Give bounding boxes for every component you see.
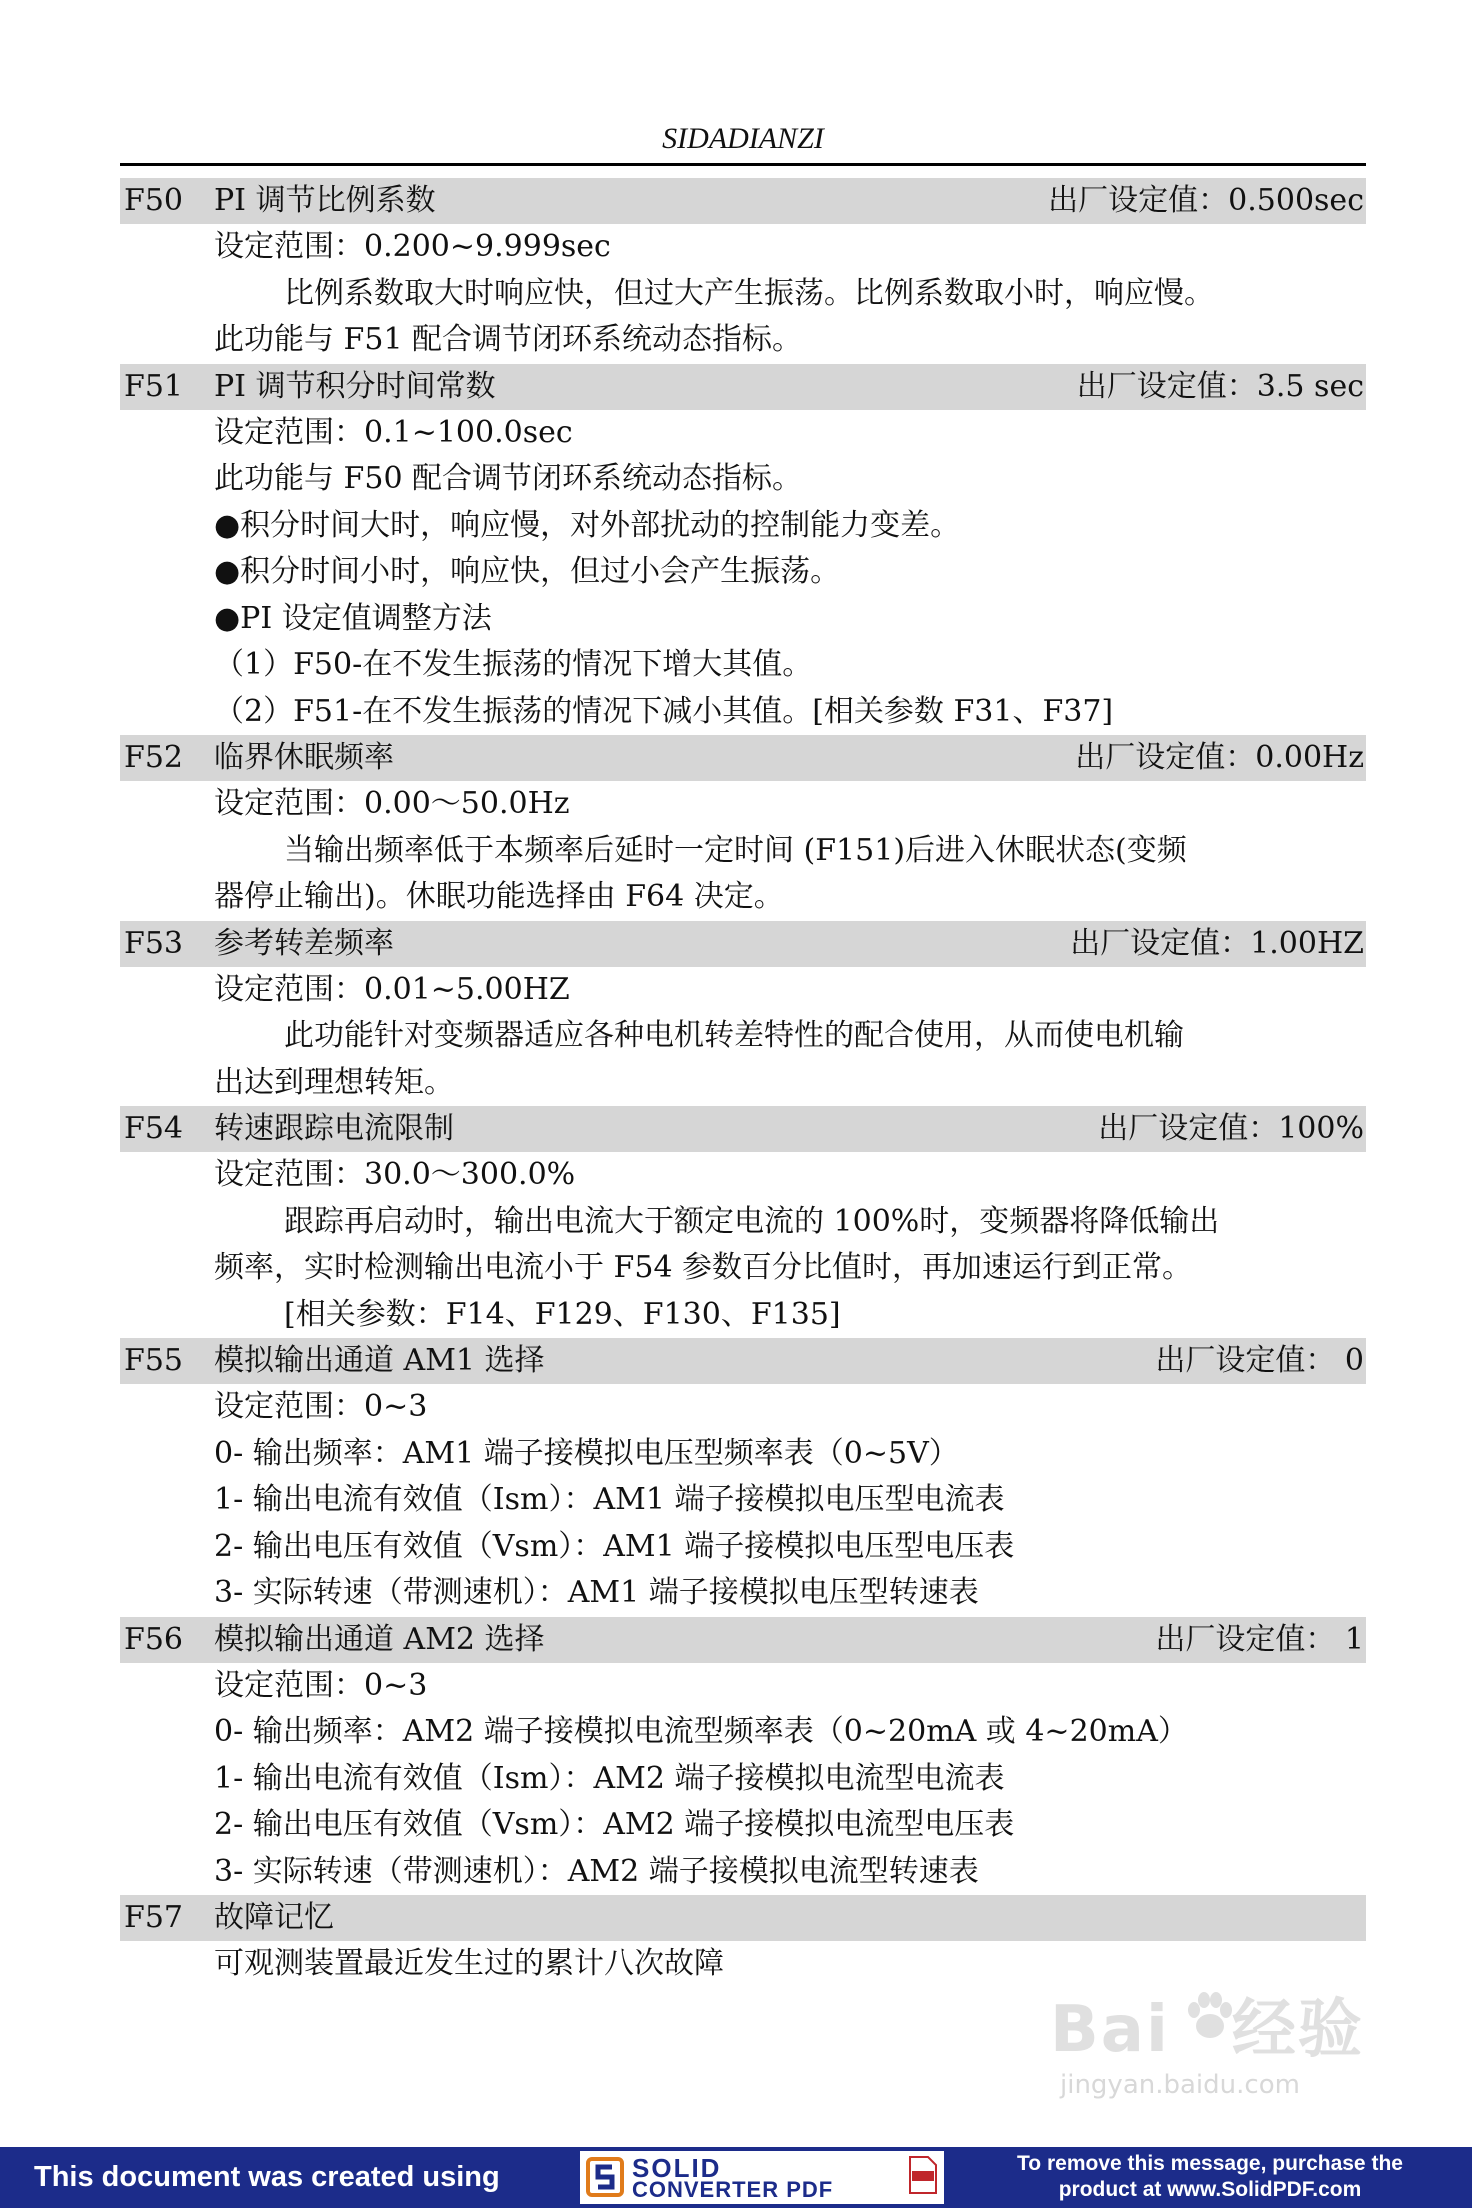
footer-purchase-line-2: product at www.SolidPDF.com bbox=[1058, 2178, 1362, 2201]
param-code: F52 bbox=[124, 740, 183, 775]
param-default-value: 出厂设定值：100% bbox=[1098, 1111, 1364, 1146]
param-code: F57 bbox=[124, 1900, 183, 1935]
param-description-line: （2）F51-在不发生振荡的情况下减小其值。[相关参数 F31、F37] bbox=[214, 693, 1114, 729]
header-rule bbox=[120, 163, 1366, 166]
param-description-line: 3- 实际转速（带测速机）：AM1 端子接模拟电压型转速表 bbox=[214, 1575, 979, 1610]
param-description-line: 1- 输出电流有效值（Ism）：AM1 端子接模拟电压型电流表 bbox=[214, 1482, 1005, 1517]
param-description-line: ●PI 设定值调整方法 bbox=[214, 600, 492, 636]
param-name: PI 调节比例系数 bbox=[214, 183, 436, 218]
footer-created-text: This document was created using bbox=[34, 2161, 500, 2193]
param-description-line: ●积分时间小时，响应快，但过小会产生振荡。 bbox=[214, 554, 841, 589]
footer-purchase-message[interactable] bbox=[960, 2151, 1460, 2203]
logo-line-2: CONVERTER PDF bbox=[632, 2177, 834, 2202]
param-description-line: 此功能与 F51 配合调节闭环系统动态指标。 bbox=[214, 322, 803, 357]
param-description-line: 可观测装置最近发生过的累计八次故障 bbox=[214, 1946, 724, 1981]
param-description-line: 设定范围：0.00～50.0Hz bbox=[214, 786, 570, 821]
param-header-f50 bbox=[120, 178, 1366, 224]
param-name: 转速跟踪电流限制 bbox=[214, 1111, 454, 1146]
param-default-value: 出厂设定值：3.5 sec bbox=[1076, 368, 1364, 404]
solid-converter-logo[interactable] bbox=[580, 2151, 944, 2204]
param-header-f55 bbox=[120, 1338, 1366, 1384]
param-description-line: [相关参数：F14、F129、F130、F135] bbox=[284, 1296, 841, 1332]
param-header-f57 bbox=[120, 1895, 1366, 1941]
param-name: 模拟输出通道 AM1 选择 bbox=[214, 1343, 545, 1378]
param-description-line: 设定范围：0~3 bbox=[214, 1389, 428, 1424]
solid-converter-footer bbox=[0, 2147, 1472, 2208]
footer-purchase-line-1: To remove this message, purchase the bbox=[1017, 2152, 1403, 2175]
param-default-value: 出厂设定值：0.00Hz bbox=[1075, 740, 1364, 775]
param-description-line: 0- 输出频率：AM2 端子接模拟电流型频率表（0~20mA 或 4~20mA） bbox=[214, 1714, 1188, 1749]
param-description-line: 1- 输出电流有效值（Ism）：AM2 端子接模拟电流型电流表 bbox=[214, 1760, 1005, 1796]
param-code: F54 bbox=[124, 1111, 183, 1146]
param-name: 临界休眠频率 bbox=[214, 740, 394, 775]
param-default-value: 出厂设定值：1.00HZ bbox=[1070, 925, 1364, 961]
param-description-line: 设定范围：0.1~100.0sec bbox=[214, 414, 573, 450]
param-description-line: 频率，实时检测输出电流小于 F54 参数百分比值时，再加速运行到正常。 bbox=[214, 1250, 1193, 1285]
param-description-line: 2- 输出电压有效值（Vsm）：AM2 端子接模拟电流型电压表 bbox=[214, 1807, 1015, 1842]
param-header-f53 bbox=[120, 921, 1366, 967]
watermark-url: jingyan.baidu.com bbox=[1060, 2070, 1300, 2100]
param-name: 模拟输出通道 AM2 选择 bbox=[214, 1621, 545, 1657]
param-description-line: 此功能与 F50 配合调节闭环系统动态指标。 bbox=[214, 461, 803, 496]
param-code: F51 bbox=[124, 368, 183, 404]
param-description-line: 设定范围：0~3 bbox=[214, 1667, 428, 1703]
param-description-line: 0- 输出频率：AM1 端子接模拟电压型频率表（0~5V） bbox=[214, 1435, 959, 1471]
param-header-f51 bbox=[120, 364, 1366, 410]
solid-converter-mark-icon bbox=[586, 2157, 624, 2197]
param-description-line: ●积分时间大时，响应慢，对外部扰动的控制能力变差。 bbox=[214, 507, 961, 543]
param-description-line: 设定范围：0.200~9.999sec bbox=[214, 229, 611, 264]
param-description-line: 比例系数取大时响应快，但过大产生振荡。比例系数取小时，响应慢。 bbox=[284, 275, 1214, 311]
param-description-line: 此功能针对变频器适应各种电机转差特性的配合使用，从而使电机输 bbox=[284, 1018, 1184, 1053]
pdf-file-icon bbox=[908, 2155, 938, 2195]
param-default-value: 出厂设定值：0.500sec bbox=[1048, 183, 1364, 218]
param-description-line: （1）F50-在不发生振荡的情况下增大其值。 bbox=[214, 647, 813, 682]
param-description-line: 设定范围：30.0～300.0% bbox=[214, 1157, 576, 1192]
param-name: 参考转差频率 bbox=[214, 925, 394, 961]
param-code: F50 bbox=[124, 183, 183, 218]
param-name: 故障记忆 bbox=[214, 1900, 334, 1935]
param-header-f52 bbox=[120, 735, 1366, 781]
param-description-line: 器停止输出)。休眠功能选择由 F64 决定。 bbox=[214, 879, 784, 914]
param-default-value: 出厂设定值： 1 bbox=[1155, 1621, 1364, 1657]
param-name: PI 调节积分时间常数 bbox=[214, 368, 496, 404]
watermark-brand: Bai 经验 bbox=[1050, 1993, 1364, 2067]
param-description-line: 出达到理想转矩。 bbox=[214, 1064, 454, 1100]
param-description-line: 设定范围：0.01~5.00HZ bbox=[214, 971, 570, 1007]
param-description-line: 当输出频率低于本频率后延时一定时间 (F151)后进入休眠状态(变频 bbox=[284, 832, 1187, 868]
baidu-paw-icon bbox=[1182, 1988, 1238, 2044]
param-description-line: 2- 输出电压有效值（Vsm）：AM1 端子接模拟电压型电压表 bbox=[214, 1528, 1015, 1564]
page-header-title: SIDADIANZI bbox=[662, 122, 824, 155]
param-description-line: 跟踪再启动时，输出电流大于额定电流的 100%时，变频器将降低输出 bbox=[284, 1203, 1220, 1239]
param-code: F53 bbox=[124, 925, 183, 961]
parameter-list bbox=[120, 178, 1366, 1988]
param-header-f56 bbox=[120, 1617, 1366, 1663]
param-default-value: 出厂设定值： 0 bbox=[1155, 1343, 1364, 1378]
param-code: F56 bbox=[124, 1621, 183, 1657]
param-code: F55 bbox=[124, 1343, 183, 1378]
param-description-line: 3- 实际转速（带测速机）：AM2 端子接模拟电流型转速表 bbox=[214, 1853, 979, 1889]
logo-line-1: SOLID bbox=[632, 2153, 722, 2183]
baidu-jingyan-watermark bbox=[1040, 1978, 1380, 2108]
param-header-f54 bbox=[120, 1106, 1366, 1152]
